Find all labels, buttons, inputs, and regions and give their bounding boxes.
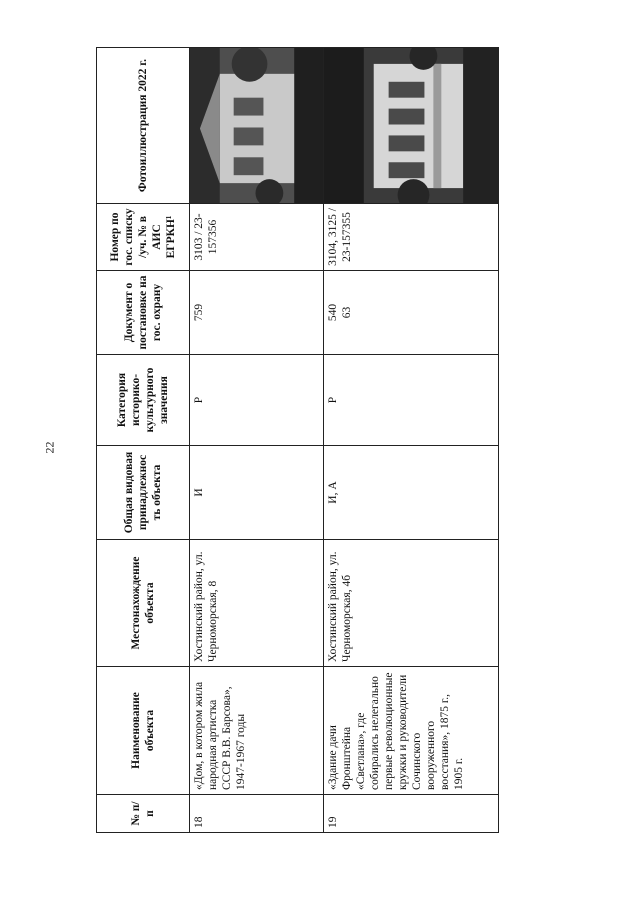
cell-category: Р bbox=[324, 355, 499, 446]
cell-name: «Здание дачи Фронштейна «Светлана», где собирались нелегально первые революционные кружки и руководители Сочинского вооруженного восстания», 1875 г., 1905 г. bbox=[324, 667, 499, 795]
cell-document: 540 63 bbox=[324, 271, 499, 355]
header-type: Общая видовая принадлежнос ть объекта bbox=[97, 446, 190, 540]
header-category: Категория историко-культурного значения bbox=[97, 355, 190, 446]
cell-registry: 3104, 3125 / 23-157355 bbox=[324, 204, 499, 271]
cell-num: 18 bbox=[190, 795, 324, 833]
table-header-row bbox=[97, 48, 190, 833]
building-photo-2 bbox=[324, 48, 498, 203]
page-number: 22 bbox=[42, 441, 57, 454]
cell-name: «Дом, в котором жила народная артистка СССР В.В. Барсова», 1947-1967 годы bbox=[190, 667, 324, 795]
cell-location: Хостинский район, ул. Черноморская, 4б bbox=[324, 540, 499, 667]
cell-num: 19 bbox=[324, 795, 499, 833]
cell-document: 759 bbox=[190, 271, 324, 355]
cell-type: И bbox=[190, 446, 324, 540]
header-name: Наименование объекта bbox=[97, 667, 190, 795]
header-registry: Номер по гос. списку /уч. № в АИС ЕГРКН¹ bbox=[97, 204, 190, 271]
header-document: Документ о постановке на гос. охрану bbox=[97, 271, 190, 355]
heritage-table-wrapper bbox=[96, 48, 498, 833]
cell-location: Хостинский район, ул. Черноморская, 8 bbox=[190, 540, 324, 667]
header-location: Местонахождение объекта bbox=[97, 540, 190, 667]
table-row bbox=[324, 48, 499, 833]
header-num: № п/п bbox=[97, 795, 190, 833]
cell-category: Р bbox=[190, 355, 324, 446]
building-photo-1 bbox=[190, 48, 323, 203]
table-row bbox=[190, 48, 324, 833]
header-photo: Фотоиллюстрация 2022 г. bbox=[97, 48, 190, 204]
cell-photo bbox=[324, 48, 499, 204]
cell-photo bbox=[190, 48, 324, 204]
heritage-objects-table bbox=[96, 47, 499, 833]
cell-type: И, А bbox=[324, 446, 499, 540]
cell-registry: 3103 / 23-157356 bbox=[190, 204, 324, 271]
